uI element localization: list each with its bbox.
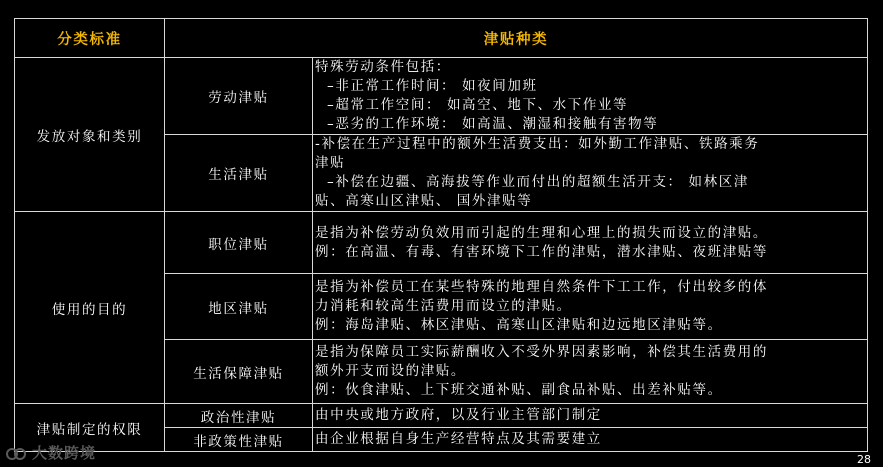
allowance-description: 由企业根据自身生产经营特点及其需要建立: [313, 428, 868, 452]
allowance-description: 是指为保障员工实际薪酬收入不受外界因素影响，补偿其生活费用的 额外开支而设的津贴。 例：伙食津贴、上下班交通补贴、副食品补贴、出差补贴等。: [313, 340, 868, 404]
allowance-table: [14, 18, 868, 452]
allowance-name: 职位津贴: [165, 212, 313, 274]
allowance-name: 劳动津贴: [165, 58, 313, 135]
header-allowance-types: 津贴种类: [165, 19, 868, 58]
allowance-name: 非政策性津贴: [165, 428, 313, 452]
allowance-description: 是指为补偿劳动负效用而引起的生理和心理上的损失而设立的津贴。 例：在高温、有毒、有害环境下工作的津贴，潜水津贴、夜班津贴等: [313, 212, 868, 274]
allowance-name: 政治性津贴: [165, 404, 313, 428]
watermark-text: 大数跨境: [32, 444, 97, 462]
brand-logo-icon: [6, 446, 26, 462]
watermark-logo: [6, 442, 96, 463]
table-header-row: [15, 19, 868, 58]
allowance-name: 生活津贴: [165, 135, 313, 212]
category-cell: 津贴制定的权限: [15, 404, 165, 452]
page-number: 28: [857, 453, 871, 466]
table-row: [15, 404, 868, 428]
category-cell: 使用的目的: [15, 212, 165, 404]
allowance-description: -补偿在生产过程中的额外生活费支出：如外勤工作津贴、铁路乘务 津贴 –补偿在边疆、高海拔等作业而付出的超额生活开支： 如林区津 贴、高寒山区津贴、 国外津贴等: [313, 135, 868, 212]
table-row: [15, 212, 868, 274]
allowance-description: 特殊劳动条件包括： –非正常工作时间： 如夜间加班 –超常工作空间： 如高空、地下、水下作业等 –恶劣的工作环境： 如高温、潮湿和接触有害物等: [313, 58, 868, 135]
header-classification: 分类标准: [15, 19, 165, 58]
category-cell: 发放对象和类别: [15, 58, 165, 212]
allowance-description: 由中央或地方政府，以及行业主管部门制定: [313, 404, 868, 428]
allowance-description: 是指为补偿员工在某些特殊的地理自然条件下工工作，付出较多的体 力消耗和较高生活费用而设立的津贴。 例：海岛津贴、林区津贴、高寒山区津贴和边远地区津贴等。: [313, 274, 868, 340]
allowance-name: 生活保障津贴: [165, 340, 313, 404]
allowance-name: 地区津贴: [165, 274, 313, 340]
table-row: [15, 58, 868, 135]
